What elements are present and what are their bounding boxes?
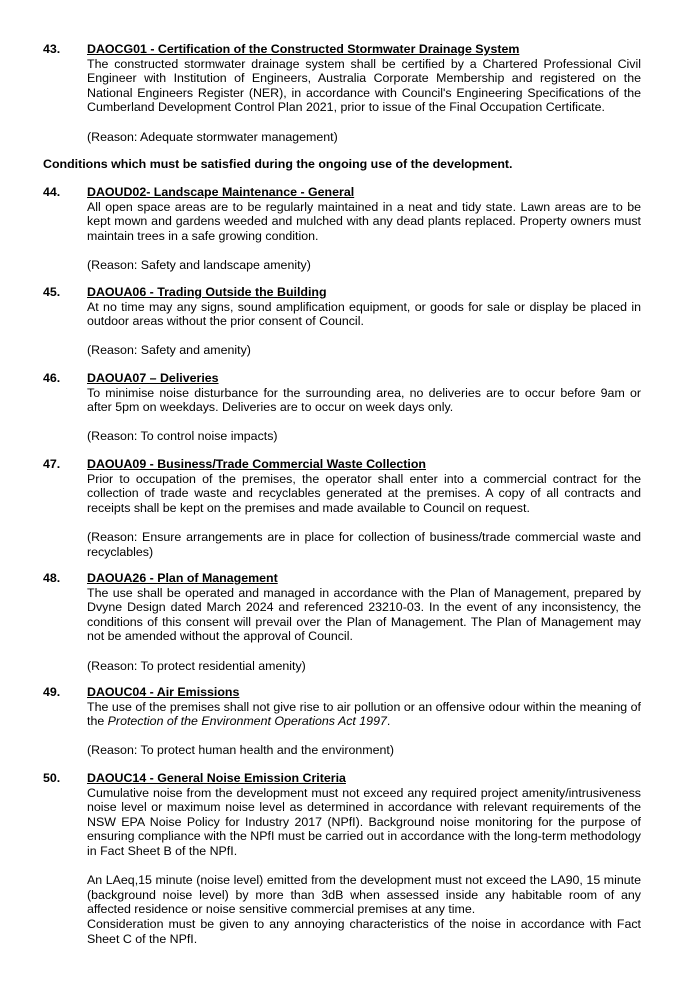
condition-reason: (Reason: To protect residential amenity) bbox=[87, 658, 306, 673]
condition-reason: (Reason: Safety and amenity) bbox=[87, 343, 251, 358]
condition-text: Consideration must be given to any annoying characteristics of the noise in accordance with Fact Sheet C of the NPfI. bbox=[87, 916, 641, 946]
condition-number: 46. bbox=[43, 371, 61, 385]
condition-title: DAOUA06 - Trading Outside the Building bbox=[87, 285, 327, 299]
condition-text: Prior to occupation of the premises, the operator shall enter into a commercial contract for the collection of trade waste and recyclables generated at the premises. A copy of all contracts and receipts shall be kept on the premises and made available to Council on request. bbox=[87, 471, 641, 515]
condition-text-start: The use of the premises shall not give rise to air pollution or an offensive odour within the meaning of the bbox=[87, 699, 641, 729]
condition-number: 45. bbox=[43, 285, 61, 299]
condition-title: DAOUA09 - Business/Trade Commercial Waste Collection bbox=[87, 457, 426, 471]
condition-text bbox=[87, 700, 641, 729]
condition-title: DAOUA26 - Plan of Management bbox=[87, 571, 278, 585]
act-name: Protection of the Environment Operations Act 1997 bbox=[107, 714, 387, 729]
condition-number: 50. bbox=[43, 771, 61, 785]
condition-number: 47. bbox=[43, 457, 61, 471]
condition-title: DAOUD02- Landscape Maintenance - General bbox=[87, 185, 355, 199]
section-heading: Conditions which must be satisfied during the ongoing use of the development. bbox=[43, 157, 513, 171]
condition-reason: (Reason: Adequate stormwater management) bbox=[87, 129, 338, 144]
condition-title: DAOCG01 - Certification of the Constructed Stormwater Drainage System bbox=[87, 42, 520, 56]
condition-text: Cumulative noise from the development must not exceed any required project amenity/intrusiveness noise level or maximum noise level as determined in accordance with relevant requirements of the NSW EPA Noise Policy for Industry 2017 (NPfI). Background noise monitoring for the purpose of ensuring compliance with the NPfI must be carried out in accordance with the long-term methodology in Fact Sheet B of the NPfI. bbox=[87, 785, 641, 858]
condition-number: 49. bbox=[43, 685, 61, 699]
condition-title: DAOUC04 - Air Emissions bbox=[87, 685, 240, 699]
paragraph-gap bbox=[87, 859, 641, 874]
condition-text: An LAeq,15 minute (noise level) emitted from the development must not exceed the LA90, 15 minute (background noise level) by more than 3dB when assessed inside any habitable room of any affected residence or noise sensitive commercial premises at any time. bbox=[87, 873, 641, 917]
condition-reason: (Reason: Safety and landscape amenity) bbox=[87, 257, 311, 272]
condition-reason: (Reason: Ensure arrangements are in place for collection of business/trade commercial waste and recyclables) bbox=[87, 529, 641, 559]
condition-text-end: . bbox=[386, 714, 391, 729]
condition-number: 43. bbox=[43, 42, 61, 56]
condition-title: DAOUA07 – Deliveries bbox=[87, 371, 219, 385]
condition-title: DAOUC14 - General Noise Emission Criteria bbox=[87, 771, 346, 785]
condition-text: At no time may any signs, sound amplification equipment, or goods for sale or display be placed in outdoor areas without the prior consent of Council. bbox=[87, 299, 641, 329]
condition-number: 44. bbox=[43, 185, 61, 199]
condition-text: The use shall be operated and managed in accordance with the Plan of Management, prepared by Dvyne Design dated March 2024 and referenced 23210-03. In the event of any inconsistency, the conditions of this consent will prevail over the Plan of Management. The Plan of Management may not be amended without the approval of Council. bbox=[87, 585, 641, 644]
condition-reason: (Reason: To control noise impacts) bbox=[87, 429, 278, 444]
condition-text: All open space areas are to be regularly maintained in a neat and tidy state. Lawn areas are to be kept mown and gardens weeded and mulched with any dead plants replaced. Property owners must maintain trees in a safe growing condition. bbox=[87, 199, 641, 243]
condition-reason: (Reason: To protect human health and the environment) bbox=[87, 743, 394, 758]
condition-text: To minimise noise disturbance for the surrounding area, no deliveries are to occur before 9am or after 5pm on weekdays. Deliveries are to occur on week days only. bbox=[87, 385, 641, 415]
condition-number: 48. bbox=[43, 571, 61, 585]
condition-text: The constructed stormwater drainage system shall be certified by a Chartered Professional Civil Engineer with Institution of Engineers, Australia Corporate Membership and registered on the National Engineers Register (NER), in accordance with Council's Engineering Specifications of the Cumberland Development Control Plan 2021, prior to issue of the Final Occupation Certificate. bbox=[87, 56, 641, 115]
